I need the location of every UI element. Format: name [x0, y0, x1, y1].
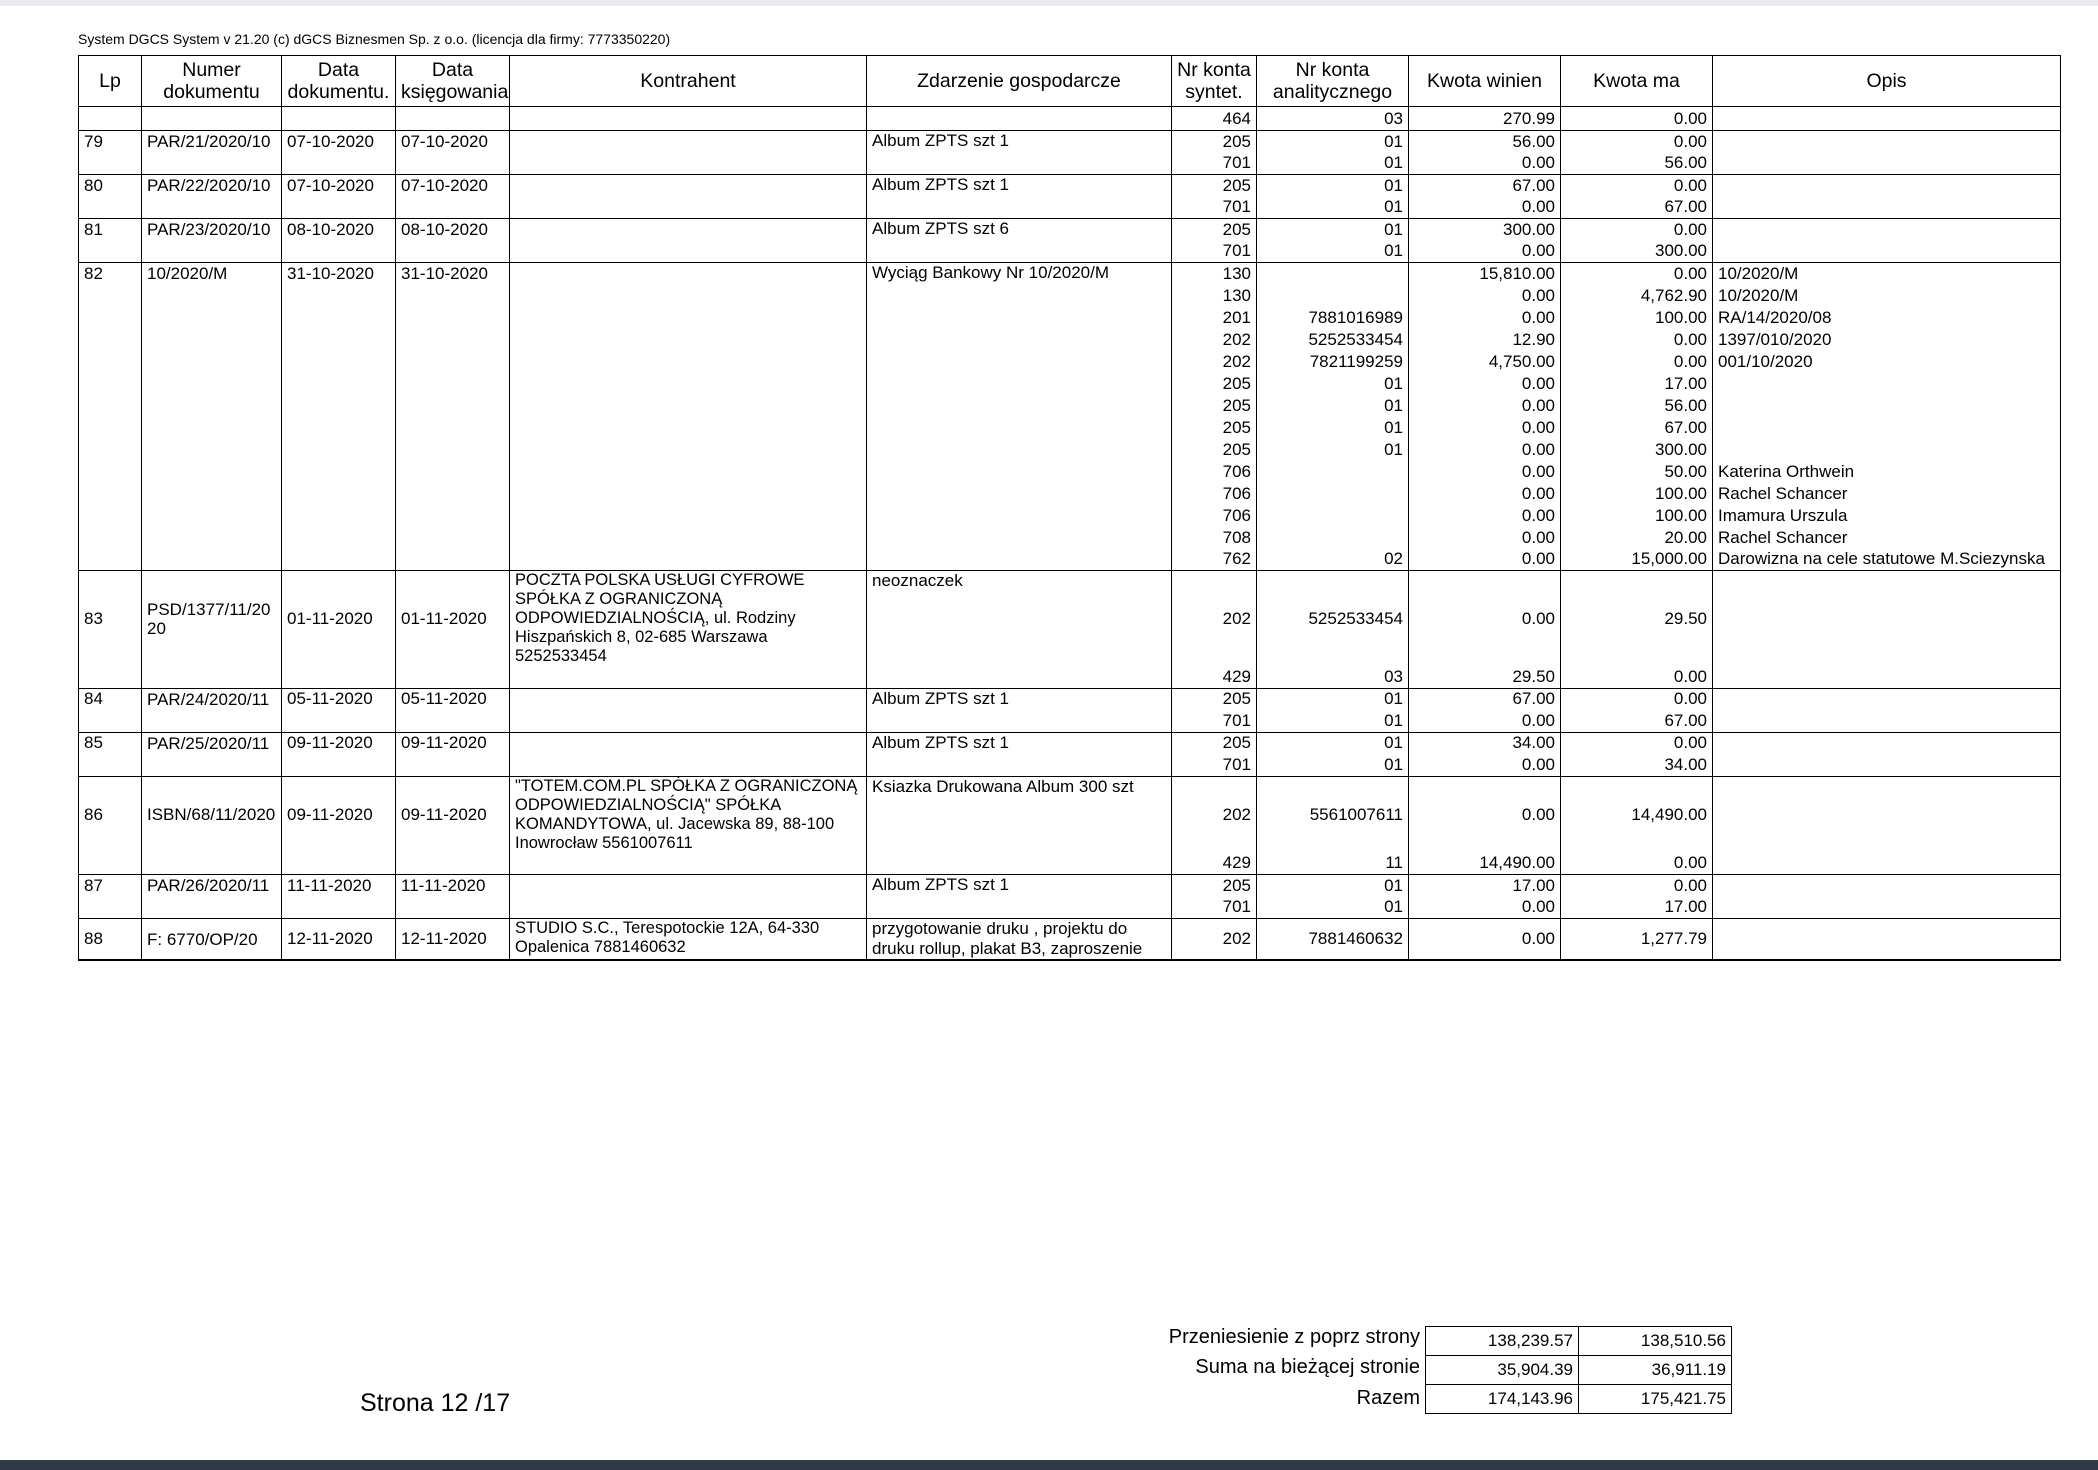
line-analytic-account: 01 [1257, 710, 1409, 732]
ledger-row [79, 688, 2061, 710]
carry-analytic: 03 [1257, 107, 1409, 131]
entry-booking-date: 07-10-2020 [396, 175, 510, 197]
line-debit: 0.00 [1409, 153, 1561, 175]
ledger-row [79, 263, 2061, 285]
line-debit: 12.90 [1409, 329, 1561, 351]
entry-event: Album ZPTS szt 6 [867, 219, 1172, 241]
col-lp: Lp [79, 56, 142, 107]
line-analytic-account: 01 [1257, 875, 1409, 897]
summary-carry-credit: 138,510.56 [1579, 1327, 1732, 1356]
line-description [1713, 875, 2061, 897]
ledger-row [79, 505, 2061, 527]
line-synthetic-account: 701 [1172, 754, 1257, 776]
carry-credit: 0.00 [1561, 107, 1713, 131]
line-credit: 29.50 [1561, 571, 1713, 667]
line-description: 10/2020/M [1713, 263, 2061, 285]
line-description: Rachel Schancer [1713, 483, 2061, 505]
entry-contractor: STUDIO S.C., Terespotockie 12A, 64-330 Opalenica 7881460632 [510, 919, 867, 961]
window-bottom-edge [0, 1460, 2098, 1470]
entry-lp: 87 [79, 875, 142, 897]
summary-total-row [1426, 1385, 1732, 1414]
ledger-row [79, 897, 2061, 919]
entry-event: przygotowanie druku , projektu do druku rollup, plakat B3, zaproszenie [867, 919, 1172, 961]
line-description: Imamura Urszula [1713, 505, 2061, 527]
entry-lp: 83 [79, 571, 142, 667]
line-description [1713, 919, 2061, 961]
line-synthetic-account: 701 [1172, 153, 1257, 175]
line-description: 10/2020/M [1713, 285, 2061, 307]
entry-event: Album ZPTS szt 1 [867, 131, 1172, 153]
ledger-row [79, 131, 2061, 153]
line-credit: 67.00 [1561, 417, 1713, 439]
line-debit: 0.00 [1409, 241, 1561, 263]
line-credit: 0.00 [1561, 351, 1713, 373]
line-synthetic-account: 706 [1172, 483, 1257, 505]
line-analytic-account: 5252533454 [1257, 571, 1409, 667]
line-description [1713, 571, 2061, 667]
entry-contractor [510, 131, 867, 153]
ledger-row [79, 776, 2061, 853]
line-description [1713, 710, 2061, 732]
line-synthetic-account: 701 [1172, 241, 1257, 263]
line-description [1713, 897, 2061, 919]
line-synthetic-account: 130 [1172, 263, 1257, 285]
line-credit: 17.00 [1561, 897, 1713, 919]
summary-page-credit: 36,911.19 [1579, 1356, 1732, 1385]
column-header-row [79, 56, 2061, 107]
entry-doc-date: 11-11-2020 [282, 875, 396, 897]
line-credit: 67.00 [1561, 710, 1713, 732]
line-analytic-account: 01 [1257, 373, 1409, 395]
col-synthetic-account: Nr konta syntet. [1172, 56, 1257, 107]
line-debit: 0.00 [1409, 439, 1561, 461]
line-credit: 20.00 [1561, 527, 1713, 549]
ledger-row [79, 373, 2061, 395]
line-analytic-account [1257, 285, 1409, 307]
entry-lp: 86 [79, 776, 142, 853]
entry-doc-number: PAR/26/2020/11 [142, 875, 282, 897]
ledger-row [79, 439, 2061, 461]
line-debit: 0.00 [1409, 461, 1561, 483]
line-debit: 14,490.00 [1409, 853, 1561, 875]
ledger-row [79, 241, 2061, 263]
line-credit: 100.00 [1561, 505, 1713, 527]
entry-lp: 80 [79, 175, 142, 197]
entry-contractor: "TOTEM.COM.PL SPÓŁKA Z OGRANICZONĄ ODPOWIEDZIALNOŚCIĄ" SPÓŁKA KOMANDYTOWA, ul. Jacewska 89, 88-100 Inowrocław 5561007611 [510, 776, 867, 853]
line-debit: 0.00 [1409, 776, 1561, 853]
line-credit: 14,490.00 [1561, 776, 1713, 853]
line-analytic-account: 5252533454 [1257, 329, 1409, 351]
col-debit: Kwota winien [1409, 56, 1561, 107]
ledger-row [79, 219, 2061, 241]
entry-doc-number: 10/2020/M [142, 263, 282, 285]
ledger-row [79, 666, 2061, 688]
line-analytic-account: 7821199259 [1257, 351, 1409, 373]
ledger-row [79, 853, 2061, 875]
line-credit: 0.00 [1561, 732, 1713, 754]
entry-doc-number: PAR/22/2020/10 [142, 175, 282, 197]
line-description [1713, 153, 2061, 175]
col-description: Opis [1713, 56, 2061, 107]
entry-booking-date: 08-10-2020 [396, 219, 510, 241]
ledger-row [79, 175, 2061, 197]
entries-body [79, 131, 2061, 961]
line-credit: 15,000.00 [1561, 549, 1713, 571]
carry-synthetic: 464 [1172, 107, 1257, 131]
entry-booking-date: 31-10-2020 [396, 263, 510, 285]
ledger-row [79, 395, 2061, 417]
line-description [1713, 688, 2061, 710]
line-synthetic-account: 205 [1172, 131, 1257, 153]
col-event: Zdarzenie gospodarcze [867, 56, 1172, 107]
entry-doc-date: 07-10-2020 [282, 175, 396, 197]
line-debit: 29.50 [1409, 666, 1561, 688]
line-analytic-account [1257, 527, 1409, 549]
line-description [1713, 175, 2061, 197]
line-synthetic-account: 701 [1172, 710, 1257, 732]
line-description: Katerina Orthwein [1713, 461, 2061, 483]
line-debit: 0.00 [1409, 754, 1561, 776]
line-debit: 0.00 [1409, 197, 1561, 219]
line-synthetic-account: 429 [1172, 853, 1257, 875]
summary-carry-row [1426, 1327, 1732, 1356]
line-description [1713, 417, 2061, 439]
line-description: Rachel Schancer [1713, 527, 2061, 549]
line-synthetic-account: 706 [1172, 461, 1257, 483]
line-synthetic-account: 205 [1172, 219, 1257, 241]
entry-contractor [510, 688, 867, 710]
line-debit: 0.00 [1409, 919, 1561, 961]
line-analytic-account: 11 [1257, 853, 1409, 875]
entry-lp: 85 [79, 732, 142, 754]
line-credit: 50.00 [1561, 461, 1713, 483]
ledger-row [79, 285, 2061, 307]
entry-event: Album ZPTS szt 1 [867, 875, 1172, 897]
line-credit: 34.00 [1561, 754, 1713, 776]
entry-doc-date: 31-10-2020 [282, 263, 396, 285]
line-description [1713, 219, 2061, 241]
line-description: 1397/010/2020 [1713, 329, 2061, 351]
line-synthetic-account: 130 [1172, 285, 1257, 307]
line-description [1713, 439, 2061, 461]
line-credit: 4,762.90 [1561, 285, 1713, 307]
entry-lp: 82 [79, 263, 142, 285]
line-description: Darowizna na cele statutowe M.Sciezynska [1713, 549, 2061, 571]
line-analytic-account: 01 [1257, 197, 1409, 219]
carry-over-label: Przeniesienie z poprz strony [1168, 1326, 1420, 1348]
line-analytic-account [1257, 505, 1409, 527]
entry-contractor [510, 175, 867, 197]
entry-booking-date: 11-11-2020 [396, 875, 510, 897]
ledger-row [79, 549, 2061, 571]
col-doc-number: Numer dokumentu [142, 56, 282, 107]
col-credit: Kwota ma [1561, 56, 1713, 107]
line-debit: 0.00 [1409, 483, 1561, 505]
entry-booking-date: 07-10-2020 [396, 131, 510, 153]
entry-event: Wyciąg Bankowy Nr 10/2020/M [867, 263, 1172, 285]
ledger-row [79, 329, 2061, 351]
line-analytic-account: 03 [1257, 666, 1409, 688]
line-analytic-account: 01 [1257, 219, 1409, 241]
line-credit: 56.00 [1561, 395, 1713, 417]
entry-booking-date: 05-11-2020 [396, 688, 510, 710]
entry-doc-number: PAR/23/2020/10 [142, 219, 282, 241]
line-credit: 0.00 [1561, 688, 1713, 710]
line-synthetic-account: 202 [1172, 351, 1257, 373]
line-synthetic-account: 205 [1172, 688, 1257, 710]
line-debit: 0.00 [1409, 710, 1561, 732]
ledger-row [79, 754, 2061, 776]
entry-contractor: POCZTA POLSKA USŁUGI CYFROWE SPÓŁKA Z OGRANICZONĄ ODPOWIEDZIALNOŚCIĄ, ul. Rodziny Hiszpańskich 8, 02-685 Warszawa 5252533454 [510, 571, 867, 667]
line-debit: 56.00 [1409, 131, 1561, 153]
entry-event: Album ZPTS szt 1 [867, 175, 1172, 197]
line-analytic-account: 02 [1257, 549, 1409, 571]
entry-event: Ksiazka Drukowana Album 300 szt [867, 776, 1172, 853]
entry-lp: 88 [79, 919, 142, 961]
line-synthetic-account: 708 [1172, 527, 1257, 549]
line-analytic-account [1257, 461, 1409, 483]
ledger-row [79, 875, 2061, 897]
line-description: 001/10/2020 [1713, 351, 2061, 373]
line-credit: 67.00 [1561, 197, 1713, 219]
line-synthetic-account: 202 [1172, 919, 1257, 961]
line-debit: 300.00 [1409, 219, 1561, 241]
entry-booking-date: 01-11-2020 [396, 571, 510, 667]
carry-over-row [79, 107, 2061, 131]
line-description [1713, 395, 2061, 417]
line-credit: 17.00 [1561, 373, 1713, 395]
ledger-row [79, 307, 2061, 329]
line-synthetic-account: 202 [1172, 329, 1257, 351]
line-debit: 67.00 [1409, 175, 1561, 197]
entry-doc-date: 07-10-2020 [282, 131, 396, 153]
entry-doc-number: F: 6770/OP/20 [142, 919, 282, 961]
line-analytic-account: 01 [1257, 754, 1409, 776]
line-credit: 0.00 [1561, 875, 1713, 897]
line-synthetic-account: 205 [1172, 732, 1257, 754]
entry-doc-date: 09-11-2020 [282, 776, 396, 853]
line-debit: 0.00 [1409, 285, 1561, 307]
entry-lp: 79 [79, 131, 142, 153]
entry-doc-number: PSD/1377/11/2020 [142, 571, 282, 667]
line-synthetic-account: 205 [1172, 395, 1257, 417]
line-debit: 17.00 [1409, 875, 1561, 897]
entry-lp: 84 [79, 688, 142, 710]
line-synthetic-account: 205 [1172, 417, 1257, 439]
ledger-row [79, 461, 2061, 483]
line-debit: 0.00 [1409, 373, 1561, 395]
entry-contractor [510, 263, 867, 285]
line-analytic-account: 01 [1257, 688, 1409, 710]
line-debit: 0.00 [1409, 505, 1561, 527]
summary-total-credit: 175,421.75 [1579, 1385, 1732, 1414]
line-analytic-account: 01 [1257, 175, 1409, 197]
entry-doc-number: PAR/24/2020/11 [142, 688, 282, 710]
line-synthetic-account: 205 [1172, 439, 1257, 461]
page-sum-label: Suma na bieżącej stronie [1195, 1356, 1420, 1378]
carry-debit: 270.99 [1409, 107, 1561, 131]
line-analytic-account: 01 [1257, 732, 1409, 754]
line-synthetic-account: 201 [1172, 307, 1257, 329]
ledger-table [78, 55, 2061, 961]
line-debit: 34.00 [1409, 732, 1561, 754]
line-analytic-account [1257, 263, 1409, 285]
line-debit: 0.00 [1409, 571, 1561, 667]
ledger-row [79, 351, 2061, 373]
line-description [1713, 241, 2061, 263]
line-credit: 56.00 [1561, 153, 1713, 175]
line-debit: 0.00 [1409, 395, 1561, 417]
line-description [1713, 666, 2061, 688]
entry-event: neoznaczek [867, 571, 1172, 667]
line-debit: 0.00 [1409, 307, 1561, 329]
line-credit: 0.00 [1561, 175, 1713, 197]
report-header: System DGCS System v 21.20 (c) dGCS Biznesmen Sp. z o.o. (licencja dla firmy: 7773350220) [78, 31, 671, 47]
line-debit: 0.00 [1409, 549, 1561, 571]
entry-doc-number: ISBN/68/11/2020 [142, 776, 282, 853]
entry-doc-number: PAR/25/2020/11 [142, 732, 282, 754]
line-synthetic-account: 706 [1172, 505, 1257, 527]
summary-table [1425, 1326, 1732, 1414]
total-label: Razem [1356, 1387, 1420, 1409]
line-credit: 0.00 [1561, 219, 1713, 241]
entry-contractor [510, 219, 867, 241]
line-synthetic-account: 202 [1172, 571, 1257, 667]
line-description [1713, 776, 2061, 853]
line-analytic-account: 7881016989 [1257, 307, 1409, 329]
entry-lp: 81 [79, 219, 142, 241]
entry-doc-date: 12-11-2020 [282, 919, 396, 961]
line-synthetic-account: 429 [1172, 666, 1257, 688]
line-debit: 0.00 [1409, 527, 1561, 549]
summary-page-row [1426, 1356, 1732, 1385]
ledger-row [79, 527, 2061, 549]
line-credit: 0.00 [1561, 131, 1713, 153]
line-synthetic-account: 205 [1172, 175, 1257, 197]
line-credit: 100.00 [1561, 307, 1713, 329]
ledger-row [79, 197, 2061, 219]
line-description: RA/14/2020/08 [1713, 307, 2061, 329]
line-analytic-account: 01 [1257, 417, 1409, 439]
entry-booking-date: 12-11-2020 [396, 919, 510, 961]
col-doc-date: Data dokumentu. [282, 56, 396, 107]
line-synthetic-account: 762 [1172, 549, 1257, 571]
summary-page-debit: 35,904.39 [1426, 1356, 1579, 1385]
line-credit: 0.00 [1561, 263, 1713, 285]
ledger-row [79, 417, 2061, 439]
entry-doc-date: 08-10-2020 [282, 219, 396, 241]
line-credit: 1,277.79 [1561, 919, 1713, 961]
line-debit: 0.00 [1409, 417, 1561, 439]
col-analytic-account: Nr konta analitycznego [1257, 56, 1409, 107]
line-debit: 67.00 [1409, 688, 1561, 710]
summary-carry-debit: 138,239.57 [1426, 1327, 1579, 1356]
line-description [1713, 373, 2061, 395]
line-credit: 100.00 [1561, 483, 1713, 505]
col-contractor: Kontrahent [510, 56, 867, 107]
ledger-row [79, 153, 2061, 175]
ledger-row [79, 483, 2061, 505]
line-analytic-account: 01 [1257, 395, 1409, 417]
entry-event: Album ZPTS szt 1 [867, 688, 1172, 710]
entry-booking-date: 09-11-2020 [396, 776, 510, 853]
line-analytic-account: 01 [1257, 897, 1409, 919]
entry-booking-date: 09-11-2020 [396, 732, 510, 754]
line-synthetic-account: 205 [1172, 373, 1257, 395]
ledger-row [79, 571, 2061, 667]
line-analytic-account [1257, 483, 1409, 505]
line-description [1713, 197, 2061, 219]
entry-doc-date: 05-11-2020 [282, 688, 396, 710]
entry-event: Album ZPTS szt 1 [867, 732, 1172, 754]
line-description [1713, 131, 2061, 153]
line-credit: 300.00 [1561, 439, 1713, 461]
line-credit: 0.00 [1561, 329, 1713, 351]
col-booking-date: Data księgowania [396, 56, 510, 107]
line-description [1713, 754, 2061, 776]
line-analytic-account: 01 [1257, 153, 1409, 175]
line-synthetic-account: 701 [1172, 897, 1257, 919]
entry-contractor [510, 875, 867, 897]
summary-total-debit: 174,143.96 [1426, 1385, 1579, 1414]
page-number: Strona 12 /17 [360, 1389, 511, 1417]
line-description [1713, 853, 2061, 875]
ledger-row [79, 710, 2061, 732]
line-analytic-account: 01 [1257, 131, 1409, 153]
line-debit: 0.00 [1409, 897, 1561, 919]
line-synthetic-account: 701 [1172, 197, 1257, 219]
ledger-row [79, 919, 2061, 961]
entry-contractor [510, 732, 867, 754]
line-analytic-account: 5561007611 [1257, 776, 1409, 853]
ledger-row [79, 732, 2061, 754]
window-top-edge [0, 0, 2098, 6]
line-synthetic-account: 205 [1172, 875, 1257, 897]
line-debit: 15,810.00 [1409, 263, 1561, 285]
line-debit: 4,750.00 [1409, 351, 1561, 373]
line-analytic-account: 7881460632 [1257, 919, 1409, 961]
line-credit: 0.00 [1561, 853, 1713, 875]
line-description [1713, 732, 2061, 754]
line-credit: 300.00 [1561, 241, 1713, 263]
entry-doc-date: 01-11-2020 [282, 571, 396, 667]
line-synthetic-account: 202 [1172, 776, 1257, 853]
entry-doc-number: PAR/21/2020/10 [142, 131, 282, 153]
line-credit: 0.00 [1561, 666, 1713, 688]
line-analytic-account: 01 [1257, 241, 1409, 263]
entry-doc-date: 09-11-2020 [282, 732, 396, 754]
line-analytic-account: 01 [1257, 439, 1409, 461]
